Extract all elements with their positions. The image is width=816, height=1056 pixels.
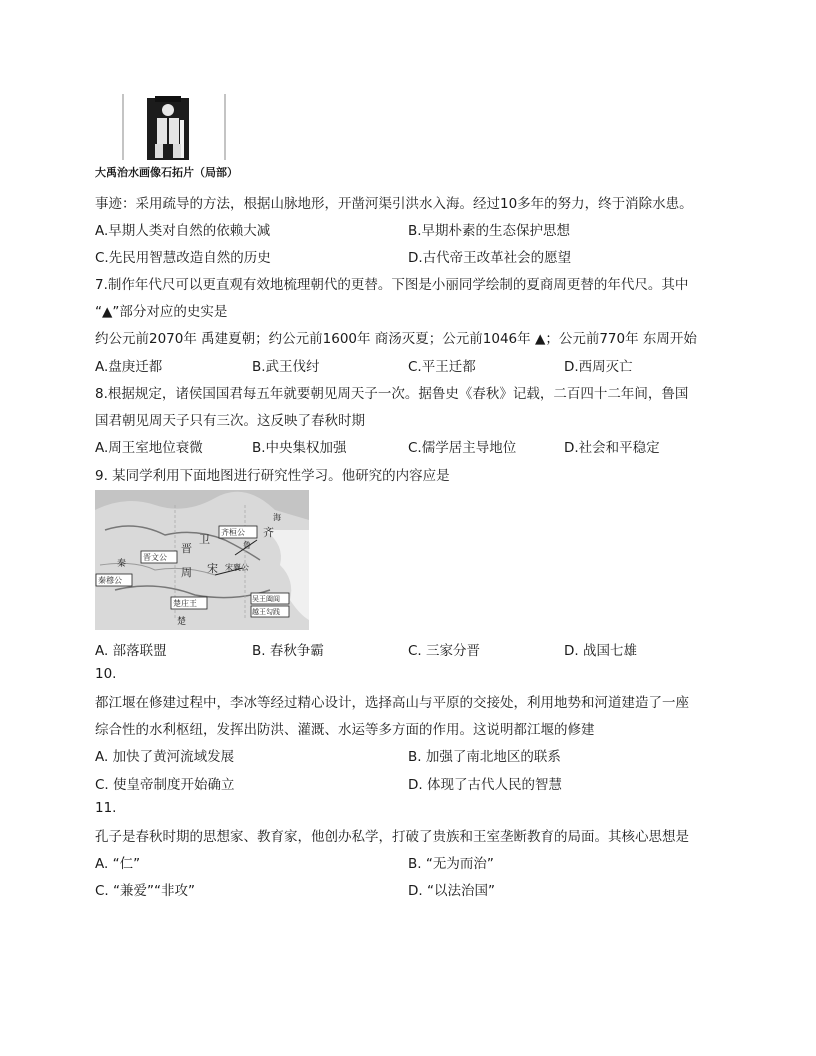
q8-option-c[interactable]: C.儒学居主导地位 — [408, 440, 517, 456]
q10-option-b[interactable]: B. 加强了南北地区的联系 — [408, 749, 561, 765]
q10-option-d[interactable]: D. 体现了古代人民的智慧 — [408, 777, 562, 793]
q7-option-b[interactable]: B.武王伐纣 — [252, 359, 320, 375]
q10-option-a[interactable]: A. 加快了黄河流域发展 — [95, 749, 235, 765]
q11-option-c[interactable]: C. “兼爱”“非攻” — [95, 883, 195, 899]
q6-option-d[interactable]: D.古代帝王改革社会的愿望 — [408, 250, 572, 266]
image-caption: 大禹治水画像石拓片（局部） — [95, 166, 238, 179]
map-label-qi: 齐 — [263, 526, 274, 539]
map-label-song: 宋 — [207, 562, 218, 575]
q11-number: 11. — [95, 800, 117, 816]
spring-autumn-map — [95, 490, 309, 630]
q7-option-d[interactable]: D.西周灭亡 — [564, 359, 633, 375]
map-label-qin: 秦 — [117, 559, 127, 569]
q9-option-d[interactable]: D. 战国七雄 — [564, 643, 637, 659]
q11-stem: 孔子是春秋时期的思想家、教育家，他创办私学，打破了贵族和王室垄断教育的局面。其核心思想是 — [95, 829, 689, 845]
q10-option-c[interactable]: C. 使皇帝制度开始确立 — [95, 777, 235, 793]
map-label-jin: 晋 — [181, 542, 192, 555]
map-label-song-xianggong: 宋襄公 — [225, 563, 249, 572]
q11-option-a[interactable]: A. “仁” — [95, 856, 141, 872]
map-label-qi-huangong: 齐桓公 — [221, 528, 245, 537]
q10-number: 10. — [95, 666, 117, 682]
q7-stem-line1: 7.制作年代尺可以更直观有效地梳理朝代的更替。下图是小丽同学绘制的夏商周更替的年代尺。其中 — [95, 277, 689, 293]
q7-option-c[interactable]: C.平王迁都 — [408, 359, 476, 375]
map-label-zhou: 周 — [181, 566, 192, 579]
dayu-rubbing-image — [95, 92, 253, 162]
map-label-chu: 楚 — [177, 617, 187, 627]
q7-option-a[interactable]: A.盘庚迁都 — [95, 359, 163, 375]
map-label-sea: 海 — [273, 513, 281, 522]
q8-option-b[interactable]: B.中央集权加强 — [252, 440, 347, 456]
q6-deed: 事迹：采用疏导的方法，根据山脉地形，开凿河渠引洪水入海。经过10多年的努力，终于消除水患。 — [95, 196, 693, 212]
q10-stem-line2: 综合性的水利枢纽，发挥出防洪、灌溉、水运等多方面的作用。这说明都江堰的修建 — [95, 722, 595, 738]
q9-option-c[interactable]: C. 三家分晋 — [408, 643, 481, 659]
q6-option-a[interactable]: A.早期人类对自然的依赖大减 — [95, 223, 271, 239]
q11-option-b[interactable]: B. “无为而治” — [408, 856, 494, 872]
q7-stem-line2: “▲”部分对应的史实是 — [95, 304, 228, 320]
q8-option-d[interactable]: D.社会和平稳定 — [564, 440, 660, 456]
map-label-wu-helu: 吴王阖闾 — [252, 595, 280, 603]
q9-option-b[interactable]: B. 春秋争霸 — [252, 643, 324, 659]
map-label-jin-wengong: 晋文公 — [143, 553, 167, 562]
map-label-yue-goujian: 越王勾践 — [252, 608, 280, 616]
q10-stem-line1: 都江堰在修建过程中，李冰等经过精心设计，选择高山与平原的交接处，利用地势和河道建造了一座 — [95, 695, 689, 711]
q9-option-a[interactable]: A. 部落联盟 — [95, 643, 167, 659]
map-label-chu-zhuangwang: 楚庄王 — [173, 599, 197, 608]
q11-option-d[interactable]: D. “以法治国” — [408, 883, 495, 899]
q8-option-a[interactable]: A.周王室地位衰微 — [95, 440, 203, 456]
q6-option-c[interactable]: C.先民用智慧改造自然的历史 — [95, 250, 271, 266]
map-label-wei: 卫 — [199, 533, 210, 546]
map-label-lu: 鲁 — [243, 541, 251, 550]
q8-stem-line2: 国君朝见周天子只有三次。这反映了春秋时期 — [95, 413, 365, 429]
q8-stem-line1: 8.根据规定，诸侯国国君每五年就要朝见周天子一次。据鲁史《春秋》记载，二百四十二年间，鲁国 — [95, 386, 689, 402]
q9-stem: 9. 某同学利用下面地图进行研究性学习。他研究的内容应是 — [95, 468, 450, 484]
map-label-qin-mugong: 秦穆公 — [98, 576, 122, 585]
q6-option-b[interactable]: B.早期朴素的生态保护思想 — [408, 223, 571, 239]
q7-timeline: 约公元前2070年 禹建夏朝；约公元前1600年 商汤灭夏；公元前1046年 ▲；公元前770年 东周开始 — [95, 331, 697, 347]
